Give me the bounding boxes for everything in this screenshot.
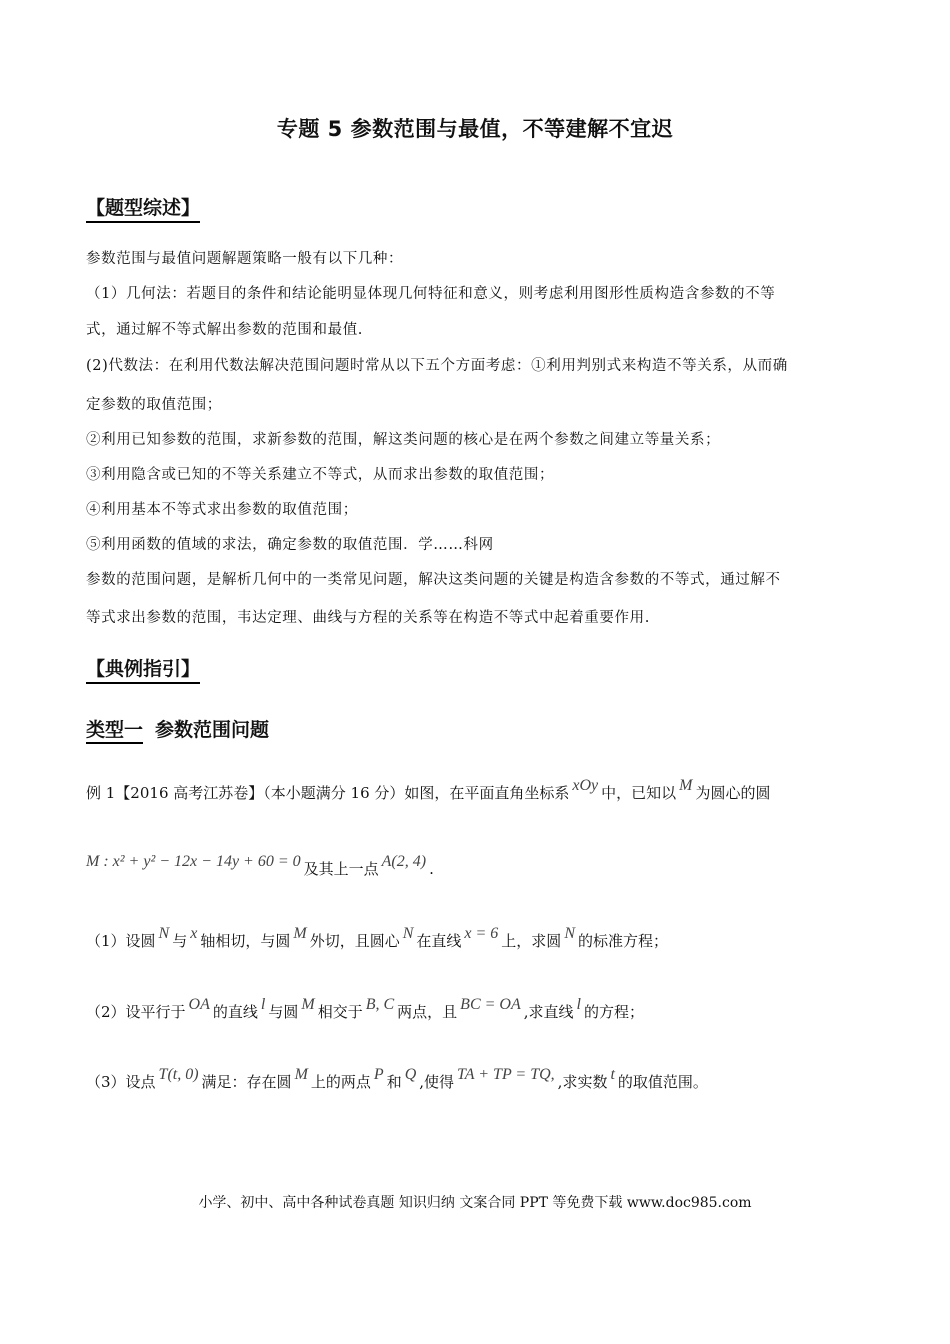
section-heading-overview: 【题型综述】 [86,193,200,223]
overview-line: 参数范围与最值问题解题策略一般有以下几种： [86,251,404,267]
example-1-intro [86,777,771,803]
math-expression: M [294,1066,308,1083]
math-expression: N [158,925,170,942]
overview-line: 等式求出参数的范围，韦达定理、曲线与方程的关系等在构造不等式中起着重要作用. [86,610,650,626]
overview-line: ③利用隐含或已知的不等关系建立不等式，从而求出参数的取值范围； [86,467,555,483]
text-run: （2）设平行于 [86,1003,186,1021]
math-expression: N [402,925,414,942]
text-run: 上，求圆 [501,932,562,950]
math-expression: Q [404,1066,417,1083]
text-run: （1）设圆 [86,932,156,950]
text-run: 轴相切，与圆 [200,932,291,950]
math-expression: M : x² + y² − 12x − 14y + 60 = 0 [86,853,301,870]
math-expression: TA + TP = TQ, [457,1066,555,1083]
math-expression: BC = OA [460,996,521,1013]
math-expression: N [564,925,575,942]
text-run: ,使得 [419,1073,455,1091]
text-run: 的标准方程； [577,932,668,950]
text-run: . [429,860,434,878]
overview-line: 定参数的取值范围； [86,397,222,413]
overview-line: 式，通过解不等式解出参数的范围和最值. [86,322,364,338]
math-expression: x [190,925,198,942]
math-expression: x = 6 [464,925,499,942]
overview-line: ⑤利用函数的值域的求法，确定参数的取值范围．学……科网 [86,537,494,553]
text-run: 与圆 [268,1003,299,1021]
overview-line: ②利用已知参数的范围，求新参数的范围，解这类问题的核心是在两个参数之间建立等量关系； [86,432,721,448]
text-run: 上的两点 [310,1073,371,1091]
text-run: 与 [172,932,188,950]
example-1-circle-equation [86,853,434,879]
math-expression: M [679,777,693,794]
text-run: 为圆心的圆 [695,784,771,802]
math-expression: OA [188,996,210,1013]
math-expression: l [576,996,581,1013]
math-expression: B, C [365,996,395,1013]
text-run: ,求实数 [557,1073,608,1091]
text-run: 及其上一点 [303,860,379,878]
text-run: （3）设点 [86,1073,156,1091]
math-expression: A(2, 4) [381,853,427,870]
math-expression: T(t, 0) [158,1066,199,1083]
math-expression: l [260,996,266,1013]
question-3 [86,1066,708,1092]
section-heading-examples: 【典例指引】 [86,654,200,684]
overview-line: （1）几何法：若题目的条件和结论能明显体现几何特征和意义，则考虑利用图形性质构造含参数的不等 [86,286,776,302]
overview-line: 参数的范围问题，是解析几何中的一类常见问题，解决这类问题的关键是构造含参数的不等式，通过解不 [86,572,781,588]
text-run: 的直线 [212,1003,258,1021]
text-run: 的方程； [583,1003,644,1021]
question-1 [86,925,668,951]
text-run: 的取值范围。 [617,1073,708,1091]
text-run: 两点，且 [397,1003,458,1021]
text-run: 外切，且圆心 [309,932,400,950]
text-run: 满足：存在圆 [201,1073,292,1091]
text-run: 和 [386,1073,402,1091]
question-2 [86,996,644,1022]
page-footer: 小学、初中、高中各种试卷真题 知识归纳 文案合同 PPT 等免费下载 www.doc985.com [198,1195,752,1211]
overview-line: (2)代数法：在利用代数法解决范围问题时常从以下五个方面考虑：①利用判别式来构造不等关系，从而确 [86,358,788,374]
text-run: ,求直线 [523,1003,574,1021]
type-name: 参数范围问题 [155,719,270,741]
math-expression: M [293,925,307,942]
math-expression: t [610,1066,615,1083]
math-expression: M [301,996,315,1013]
math-expression: P [373,1066,384,1083]
type-heading [86,715,269,742]
text-run: 在直线 [416,932,462,950]
text-run: 中，已知以 [601,784,677,802]
overview-line: ④利用基本不等式求出参数的取值范围； [86,502,358,518]
text-run: 相交于 [317,1003,363,1021]
text-run: 例 1【2016 高考江苏卷】（本小题满分 16 分）如图，在平面直角坐标系 [86,784,570,802]
math-expression: xOy [572,777,599,794]
page-title: 专题 5 参数范围与最值，不等建解不宜迟 [276,117,674,141]
type-label: 类型一 [86,719,143,744]
